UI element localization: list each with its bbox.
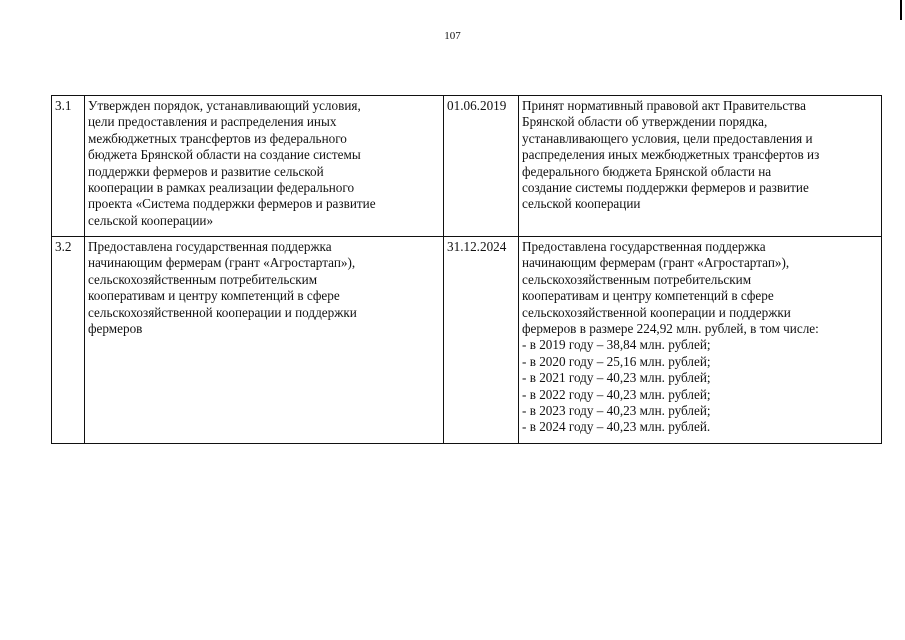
result-line: - в 2019 году – 38,84 млн. рублей; [522,337,711,353]
document-table [51,95,882,444]
result-line: Принят нормативный правовой акт Правительства [522,98,806,113]
task-line: Предоставлена государственная поддержка [88,239,332,254]
edge-mark [900,0,902,20]
result-line: устанавливающего условия, цели предоставления и [522,130,813,146]
result-cell [519,96,882,237]
task-line: фермеров [88,321,143,337]
task-line: проекта «Система поддержки фермеров и развитие [88,196,376,212]
result-line: Предоставлена государственная поддержка [522,239,766,254]
result-line: - в 2023 году – 40,23 млн. рублей; [522,403,711,419]
result-line: - в 2024 году – 40,23 млн. рублей. [522,419,711,435]
task-line: бюджета Брянской области на создание системы [88,147,361,163]
result-line: распределения иных межбюджетных трансфертов из [522,147,820,163]
result-line: сельской кооперации [522,196,641,212]
result-line: - в 2022 году – 40,23 млн. рублей; [522,386,711,402]
task-line: начинающим фермерам (грант «Агростартап»), [88,255,356,271]
result-line: сельскохозяйственной кооперации и поддержки [522,304,791,320]
task-line: поддержки фермеров и развитие сельской [88,163,324,179]
task-line: кооперативам и центру компетенций в сфере [88,288,340,304]
date-cell: 31.12.2024 [444,237,519,444]
task-cell [85,96,444,237]
result-line: фермеров в размере 224,92 млн. рублей, в том числе: [522,321,819,337]
result-line: Брянской области об утверждении порядка, [522,114,768,130]
result-line: создание системы поддержки фермеров и развитие [522,180,809,196]
row-number: 3.2 [52,237,85,444]
result-line: начинающим фермерам (грант «Агростартап»), [522,255,790,271]
task-line: сельской кооперации» [88,212,214,228]
task-line: кооперации в рамках реализации федерального [88,180,355,196]
result-line: - в 2021 году – 40,23 млн. рублей; [522,370,711,386]
task-line: Утвержден порядок, устанавливающий условия, [88,98,361,113]
result-line: сельскохозяйственным потребительским [522,271,752,287]
result-cell [519,237,882,444]
row-number: 3.1 [52,96,85,237]
page-number: 107 [444,30,461,42]
task-line: сельскохозяйственным потребительским [88,271,318,287]
table-row [52,96,882,237]
result-line: - в 2020 году – 25,16 млн. рублей; [522,353,711,369]
task-cell [85,237,444,444]
date-cell: 01.06.2019 [444,96,519,237]
task-line: сельскохозяйственной кооперации и поддержки [88,304,357,320]
table-row [52,237,882,444]
task-line: межбюджетных трансфертов из федерального [88,130,347,146]
result-line: федерального бюджета Брянской области на [522,163,772,179]
result-line: кооперативам и центру компетенций в сфере [522,288,774,304]
task-line: цели предоставления и распределения иных [88,114,337,130]
